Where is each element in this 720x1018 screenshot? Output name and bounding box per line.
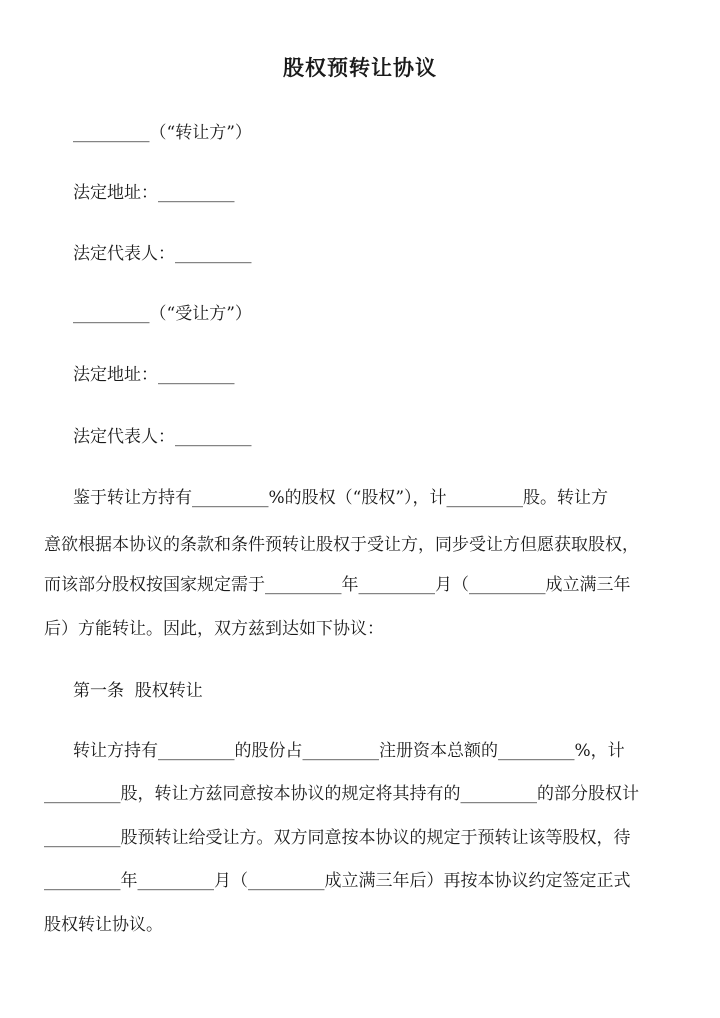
transferor-name-line: _________（“转让方”） [73,123,252,143]
article-1-line: 股权转让协议。 [44,915,163,935]
article-1-heading: 第一条 股权转让 [73,681,203,701]
transferee-name-line: _________（“受让方”） [73,304,252,324]
transferee-representative-line: 法定代表人：_________ [73,427,252,447]
article-1-line: _________股，转让方兹同意按本协议的规定将其持有的_________的部分股权计 [44,784,639,804]
transferee-address-line: 法定地址：_________ [73,365,235,385]
recital-line: 鉴于转让方持有_________%的股权（“股权”），计_________股。转让方 [73,488,609,508]
article-1-line: _________年_________月（_________成立满三年后）再按本协议约定签定正式 [44,871,631,891]
article-1-line: _________股预转让给受让方。双方同意按本协议的规定于预转让该等股权，待 [44,828,631,848]
transferor-address-line: 法定地址：_________ [73,183,235,203]
article-1-line: 转让方持有_________的股份占_________注册资本总额的_________%，计 [73,741,625,761]
recital-line: 意欲根据本协议的条款和条件预转让股权于受让方，同步受让方但愿获取股权， [44,535,639,555]
recital-line: 而该部分股权按国家规定需于_________年_________月（_________成立满三年 [44,575,631,595]
recital-line: 后）方能转让。因此，双方兹到达如下协议： [44,619,384,639]
transferor-representative-line: 法定代表人：_________ [73,244,252,264]
document-title: 股权预转让协议 [283,55,437,80]
